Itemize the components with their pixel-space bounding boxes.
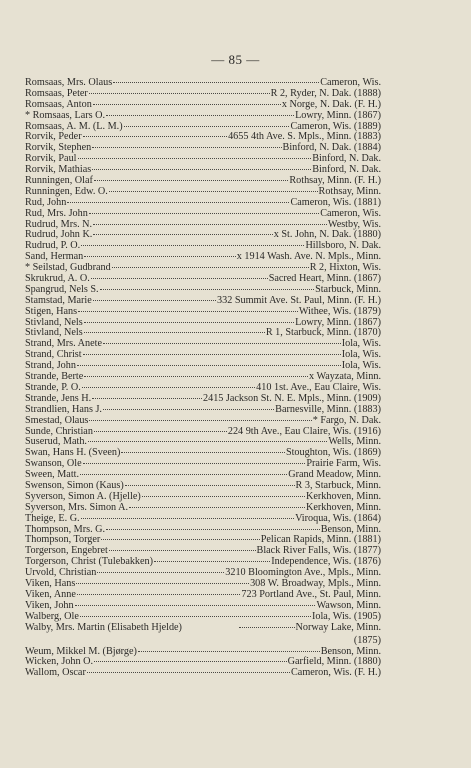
entry-name: Stamstad, Marie [25, 294, 92, 306]
dot-leader [83, 463, 306, 464]
dot-leader [113, 82, 319, 83]
entry-name: Thompson, Mrs. G. [25, 523, 106, 535]
entry-address: Cameron, Wis. [320, 77, 381, 88]
entry-address: 2415 Jackson St. N. E. Mpls., Minn. (1909) [203, 392, 381, 404]
dot-leader [92, 398, 202, 399]
entry-address: Cameron, Wis. (1889) [290, 120, 381, 132]
entry-address: x St. John, N. Dak. (1880) [273, 229, 381, 241]
directory-entry [25, 350, 381, 361]
entry-address: Norway Lake, Minn. [295, 621, 381, 633]
dot-leader [94, 431, 227, 432]
directory-entry [25, 668, 381, 679]
entry-address: Lowry, Minn. (1867) [295, 316, 381, 328]
entry-name: Smestad, Olaus [25, 414, 89, 426]
dot-leader [93, 224, 327, 225]
dot-leader [93, 300, 216, 301]
entry-address: Cameron, Wis. (1881) [290, 196, 381, 208]
dot-leader [83, 354, 341, 355]
dot-leader [94, 180, 288, 181]
entry-list [25, 78, 381, 679]
entry-name: Sween, Matt. [25, 469, 80, 481]
entry-address: R 2, Hixton, Wis. [309, 262, 381, 274]
dot-leader [112, 267, 309, 268]
entry-name: Weum, Mikkel M. (Bjørge) [25, 645, 137, 657]
dot-leader [154, 561, 270, 562]
entry-name: Rorvik, Stephen [25, 142, 92, 154]
page-number: — 85 — [211, 52, 260, 67]
dot-leader [129, 507, 305, 508]
dot-leader [88, 441, 327, 442]
dot-leader [83, 136, 227, 137]
entry-name: Wallom, Oscar [25, 667, 86, 679]
entry-address: Iola, Wis. [341, 338, 381, 350]
dot-leader [81, 245, 304, 246]
entry-name: Runningen, Edw. O. [25, 185, 108, 197]
entry-address: 410 1st. Ave., Eau Claire, Wis. [256, 381, 381, 393]
entry-address: Wells, Minn. [328, 436, 381, 448]
dot-leader [77, 594, 241, 595]
entry-address: x Norge, N. Dak. (F. H.) [281, 98, 381, 110]
entry-address: 224 9th Ave., Eau Claire, Wis. (1916) [227, 425, 381, 437]
entry-address: Iola, Wis. [341, 349, 381, 361]
directory-entry [25, 416, 381, 427]
dot-leader [84, 376, 308, 377]
entry-address: Benson, Minn. [320, 645, 381, 657]
entry-address: 3210 Bloomington Ave., Mpls., Minn. [225, 567, 381, 579]
entry-address: Rothsay, Minn. [318, 185, 381, 197]
entry-address: Starbuck, Minn. [315, 283, 381, 295]
entry-address: Sacred Heart, Minn. (1867) [268, 273, 381, 285]
dot-leader [106, 529, 320, 530]
entry-name: Syverson, Mrs. Simon A. [25, 501, 129, 513]
entry-name: Suserud, Math. [25, 436, 87, 448]
entry-name: Runningen, Olaf [25, 175, 93, 187]
directory-entry [25, 514, 381, 525]
entry-address: 723 Portland Ave., St. Paul, Minn. [241, 588, 381, 600]
entry-name: Swenson, Simon (Kaus) [25, 479, 124, 491]
dot-leader [100, 289, 314, 290]
dot-leader [78, 311, 298, 312]
dot-leader [75, 605, 316, 606]
entry-address: R 3, Starbuck, Minn. [295, 479, 381, 491]
dot-leader [89, 213, 319, 214]
entry-name: Romsaas, Peter [25, 87, 88, 99]
entry-name: Rudrud, Mrs. N. [25, 218, 93, 230]
dot-leader [81, 518, 294, 519]
dot-leader [103, 343, 341, 344]
entry-name: Viken, John [25, 599, 74, 611]
entry-name: Urvold, Christian [25, 567, 97, 579]
entry-name: Strande, Berte [25, 371, 84, 383]
directory-entry [25, 623, 381, 635]
entry-address: Independence, Wis. (1876) [271, 556, 381, 568]
dot-leader [80, 474, 287, 475]
entry-address: Binford, N. Dak. (1884) [282, 142, 381, 154]
dot-leader [124, 126, 290, 127]
dot-leader [80, 616, 311, 617]
entry-name: Rud, Mrs. John [25, 207, 88, 219]
entry-address: Kerkhoven, Minn. [306, 490, 381, 502]
entry-name: Syverson, Simon A. (Hjelle) [25, 490, 141, 502]
dot-leader [109, 550, 256, 551]
dot-leader [239, 627, 295, 628]
entry-name: Strand, Christ [25, 349, 82, 361]
entry-name: Swan, Hans H. (Sveen) [25, 447, 121, 459]
directory-entry [25, 307, 381, 318]
dot-leader [101, 539, 259, 540]
entry-name: Rudrud, John K. [25, 229, 93, 241]
entry-name: Strande, Jens H. [25, 392, 92, 404]
entry-name: Rorvik, Mathias [25, 164, 92, 176]
dot-leader [94, 661, 287, 662]
entry-name: Strandlien, Hans J. [25, 403, 102, 415]
entry-name: Romsaas, A. M. (L. M.) [25, 120, 123, 132]
entry-address: Cameron, Wis. (F. H.) [291, 667, 381, 679]
entry-address: Binford, N. Dak. [312, 153, 381, 165]
entry-name: * Seilstad, Gudbrand [25, 262, 111, 274]
entry-name: Skrukrud, A. O. [25, 273, 90, 285]
dot-leader [121, 452, 285, 453]
entry-name: Romsaas, Mrs. Olaus [25, 77, 113, 88]
dot-leader [109, 191, 318, 192]
entry-name: Viken, Anne [25, 588, 76, 600]
dot-leader [93, 234, 272, 235]
entry-address: Garfield, Minn. (1880) [287, 656, 381, 668]
entry-address: Wawson, Minn. [316, 599, 381, 611]
entry-name: Spangrud, Nels S. [25, 283, 99, 295]
dot-leader [92, 147, 281, 148]
entry-address: Black River Falls, Wis. (1877) [256, 545, 381, 557]
dot-leader [82, 387, 255, 388]
entry-address: 332 Summit Ave. St. Paul, Minn. (F. H.) [217, 294, 381, 306]
entry-address: Lowry, Minn. (1867) [295, 109, 381, 121]
dot-leader [67, 202, 289, 203]
dot-leader [87, 672, 290, 673]
entry-name: Rorvik, Paul [25, 153, 77, 165]
entry-address: * Fargo, N. Dak. [312, 414, 381, 426]
entry-name: Viken, Hans [25, 577, 76, 589]
entry-address: 308 W. Broadway, Mpls., Minn. [250, 577, 381, 589]
dot-leader [142, 496, 305, 497]
entry-name: Strand, John [25, 360, 76, 372]
dot-leader [77, 365, 341, 366]
entry-address: Withee, Wis. (1879) [298, 305, 381, 317]
entry-address: Viroqua, Wis. (1864) [295, 512, 381, 524]
dot-leader [84, 332, 265, 333]
directory-entry [25, 111, 381, 122]
entry-name: Walberg, Ole [25, 610, 79, 622]
entry-name: Rorvik, Peder [25, 131, 82, 143]
dot-leader [84, 322, 294, 323]
dot-leader [106, 115, 294, 116]
entry-name: Strand, Mrs. Anete [25, 338, 102, 350]
entry-address: Iola, Wis. [341, 360, 381, 372]
entry-address: Rothsay, Minn. (F. H.) [289, 175, 381, 187]
entry-name: Stivland, Nels [25, 316, 83, 328]
dot-leader [76, 583, 249, 584]
dot-leader [93, 104, 281, 105]
dot-leader [138, 651, 320, 652]
entry-name: Sunde, Christian [25, 425, 93, 437]
entry-address: x 1914 Wash. Ave. N. Mpls., Minn. [236, 251, 381, 263]
entry-address: Pelican Rapids, Minn. (1881) [260, 534, 381, 546]
entry-address: Iola, Wis. (1905) [311, 610, 381, 622]
entry-address: Hillsboro, N. Dak. [305, 240, 381, 252]
entry-address: Grand Meadow, Minn. [288, 469, 381, 481]
dot-leader [91, 278, 268, 279]
dot-leader [78, 158, 312, 159]
entry-name: Torgerson, Christ (Tulebakken) [25, 556, 154, 568]
entry-address: R 1, Starbuck, Minn. (1870) [265, 327, 381, 339]
entry-address: x Wayzata, Minn. [309, 371, 381, 383]
entry-name: Stigen, Hans [25, 305, 78, 317]
dot-leader [89, 93, 270, 94]
directory-entry [25, 405, 381, 416]
entry-name: Theige, E. G. [25, 512, 80, 524]
entry-address: Barnesville, Minn. (1883) [275, 403, 381, 415]
entry-continuation: (1875) [353, 634, 381, 646]
entry-address: Stoughton, Wis. (1869) [285, 447, 381, 459]
entry-name: * Romsaas, Lars O. [25, 109, 106, 121]
entry-name: Strande, P. O. [25, 381, 81, 393]
dot-leader [97, 572, 224, 573]
entry-name: Stivland, Nels [25, 327, 83, 339]
entry-name: Rud, John [25, 196, 67, 208]
entry-address: Westby, Wis. [327, 218, 381, 230]
entry-address: 4655 4th Ave. S. Mpls., Minn. (1883) [228, 131, 381, 143]
entry-name: Swanson, Ole [25, 458, 82, 470]
entry-name: Torgerson, Engebret [25, 545, 108, 557]
dot-leader [84, 256, 235, 257]
entry-address: Prairie Farm, Wis. [306, 458, 381, 470]
entry-address: Cameron, Wis. [320, 207, 381, 219]
dot-leader [89, 420, 311, 421]
entry-address: R 2, Ryder, N. Dak. (1888) [270, 87, 381, 99]
entry-name: Wicken, John O. [25, 656, 94, 668]
entry-name: Walby, Mrs. Martin (Elisabeth Hjelde) [25, 621, 182, 633]
dot-leader [103, 409, 274, 410]
entry-name: Thompson, Torger [25, 534, 101, 546]
entry-name: Rudrud, P. O. [25, 240, 81, 252]
entry-address: Benson, Minn. [320, 523, 381, 535]
directory-entry [25, 601, 381, 612]
directory-entry [25, 209, 381, 220]
directory-entry [25, 612, 381, 623]
dot-leader [125, 485, 295, 486]
directory-entry [25, 503, 381, 514]
entry-address: Kerkhoven, Minn. [306, 501, 381, 513]
entry-name: Romsaas, Anton [25, 98, 92, 110]
entry-name: Sand, Herman [25, 251, 84, 263]
entry-address: Binford, N. Dak. [312, 164, 381, 176]
dot-leader [92, 169, 311, 170]
